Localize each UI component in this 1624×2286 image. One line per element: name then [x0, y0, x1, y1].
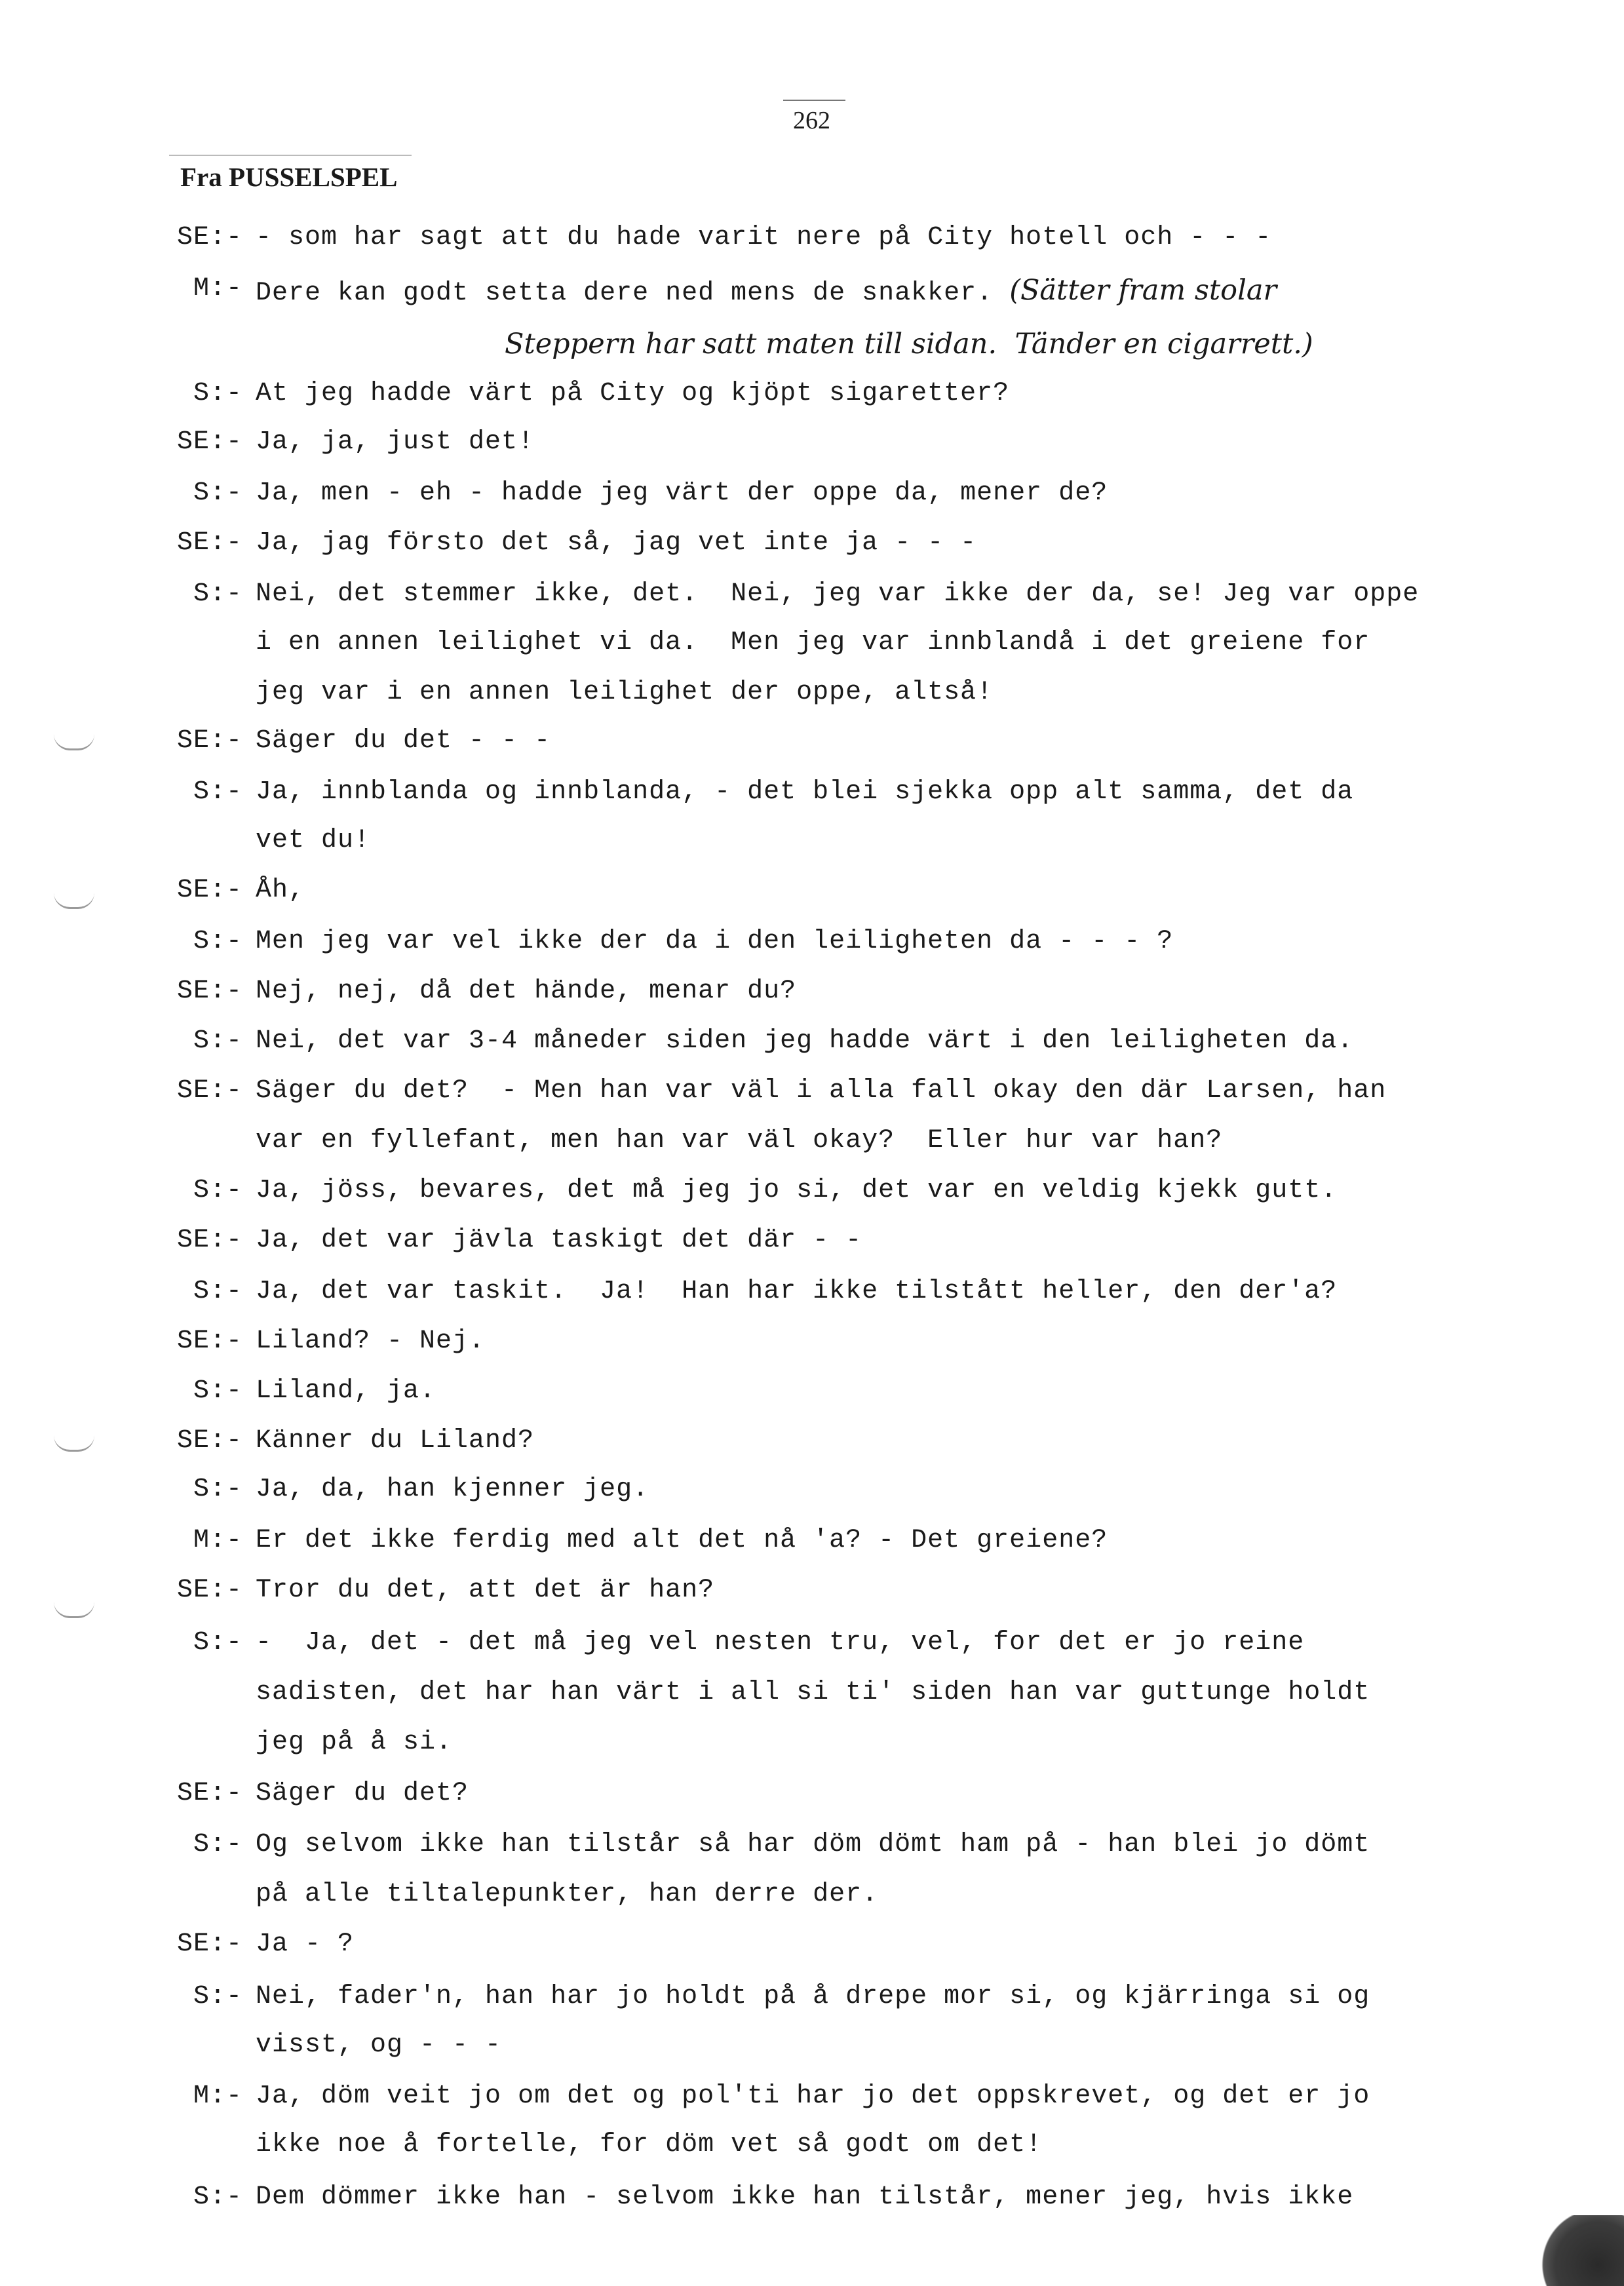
stage-direction: (Sätter fram stolar [1009, 274, 1277, 307]
dialogue-text: Ja, det var jävla taskigt det där - - [256, 1226, 862, 1255]
transcript-line [256, 1126, 1222, 1155]
dialogue-text: Dem dömmer ikke han - selvom ikke han tilstår, mener jeg, hvis ikke [256, 2182, 1354, 2212]
dialogue-text: på alle tiltalepunkter, han derre der. [256, 1880, 879, 1909]
transcript-line [256, 1576, 714, 1605]
transcript-line [256, 579, 1419, 609]
transcript-line [256, 726, 551, 756]
speaker-label: SE:- [176, 1779, 242, 1808]
speaker-label: SE:- [176, 1076, 242, 1106]
transcript-line [256, 427, 534, 457]
dialogue-text: Nej, nej, då det hände, menar du? [256, 977, 797, 1006]
speaker-label: SE:- [176, 1327, 242, 1356]
dialogue-text: jeg på å si. [256, 1728, 453, 1757]
transcript-line [256, 977, 796, 1006]
speaker-label: SE:- [176, 223, 242, 252]
dialogue-text: Känner du Liland? [256, 1426, 535, 1456]
dialogue-text: Liland? - Nej. [256, 1327, 486, 1356]
transcript-line [256, 1376, 436, 1406]
speaker-label: SE:- [176, 1226, 242, 1255]
speaker-label: S:- [193, 1830, 242, 1859]
speaker-label: SE:- [176, 977, 242, 1006]
transcript-line [256, 628, 1370, 657]
speaker-label: S:- [193, 379, 242, 408]
dialogue-text: At jeg hadde värt på City og kjöpt sigaretter? [256, 379, 1010, 408]
page-number: 262 [793, 107, 830, 134]
transcript-line [256, 1982, 1370, 2011]
transcript-line [256, 1880, 878, 1909]
transcript-line [256, 2182, 1353, 2212]
dialogue-text: visst, og - - - [256, 2030, 502, 2060]
transcript-line [256, 478, 1108, 508]
speaker-label: S:- [193, 1277, 242, 1306]
transcript-line [256, 528, 976, 558]
dialogue-text: Ja - ? [256, 1929, 355, 1959]
transcript-line [256, 223, 1271, 252]
speaker-label: S:- [193, 579, 242, 609]
dialogue-text: Nei, det stemmer ikke, det. Nei, jeg var ikke der da, se! Jeg var oppe [256, 579, 1420, 609]
dialogue-text: sadisten, det har han värt i all si ti' siden han var guttunge holdt [256, 1678, 1370, 1707]
transcript-line [256, 2130, 1042, 2160]
speaker-label: S:- [193, 1982, 242, 2011]
speaker-label: M:- [193, 274, 242, 303]
speaker-label: S:- [193, 1026, 242, 1056]
dialogue-text: ikke noe å fortelle, for döm vet så godt om det! [256, 2130, 1043, 2160]
speaker-label: SE:- [176, 726, 242, 756]
transcript-line [256, 1176, 1337, 1205]
dialogue-text: Säger du det? [256, 1779, 469, 1808]
transcript-line [256, 379, 1009, 408]
transcript-line [256, 1026, 1353, 1056]
transcript-line [505, 328, 1313, 362]
speaker-label: SE:- [176, 1576, 242, 1605]
dialogue-text: Dere kan godt setta dere ned mens de snakker. [256, 279, 1010, 308]
dialogue-text: jeg var i en annen leilighet der oppe, altså! [256, 678, 994, 707]
dialogue-text: Og selvom ikke han tilstår så har döm dömt ham på - han blei jo dömt [256, 1830, 1370, 1859]
dialogue-text: Ja, innblanda og innblanda, - det blei sjekka opp alt samma, det da [256, 777, 1354, 807]
transcript-line [256, 678, 993, 707]
dialogue-text: Ja, men - eh - hadde jeg värt der oppe da, mener de? [256, 478, 1108, 508]
transcript-line [256, 1226, 862, 1255]
transcript-line [256, 826, 370, 855]
speaker-label: S:- [193, 1628, 242, 1657]
transcript-line [256, 1830, 1370, 1859]
dialogue-text: Ja, da, han kjenner jeg. [256, 1475, 649, 1504]
transcript-line [256, 876, 305, 905]
transcript-line [256, 274, 1277, 308]
transcript-line [256, 777, 1353, 807]
transcript-line [256, 1779, 469, 1808]
dialogue-text: Ja, jag försto det så, jag vet inte ja - - - [256, 528, 977, 558]
dialogue-text: Ja, jöss, bevares, det må jeg jo si, det var en veldig kjekk gutt. [256, 1176, 1338, 1205]
speaker-label: SE:- [176, 1929, 242, 1959]
speaker-label: M:- [193, 2082, 242, 2111]
speaker-label: S:- [193, 478, 242, 508]
transcript-line [256, 2082, 1370, 2111]
dialogue-text: - Ja, det - det må jeg vel nesten tru, vel, for det er jo reine [256, 1628, 1305, 1657]
dialogue-text: Men jeg var vel ikke der da i den leiligheten da - - - ? [256, 927, 1174, 956]
dialogue-text: Liland, ja. [256, 1376, 436, 1406]
transcript-line [256, 1277, 1337, 1306]
dialogue-text: Åh, [256, 876, 305, 905]
dialogue-text: Ja, ja, just det! [256, 427, 535, 457]
transcript-line [256, 1327, 485, 1356]
transcript-line [256, 1728, 452, 1757]
dialogue-text: i en annen leilighet vi da. Men jeg var innblandå i det greiene for [256, 628, 1370, 657]
document-title: Fra PUSSELSPEL [180, 162, 398, 192]
dialogue-text: Säger du det? - Men han var väl i alla fall okay den där Larsen, han [256, 1076, 1387, 1106]
transcript-line [256, 1076, 1386, 1106]
dialogue-text: Säger du det - - - [256, 726, 551, 756]
transcript-line [256, 2030, 501, 2060]
dialogue-text: Nei, det var 3-4 måneder siden jeg hadde värt i den leiligheten da. [256, 1026, 1354, 1056]
transcript-line [256, 1678, 1370, 1707]
speaker-label: M:- [193, 1526, 242, 1555]
transcript-line [256, 1475, 649, 1504]
transcript-line [256, 1929, 354, 1959]
speaker-label: S:- [193, 1176, 242, 1205]
speaker-label: SE:- [176, 528, 242, 558]
stage-direction: Steppern har satt maten till sidan. Tänder en cigarrett.) [505, 328, 1313, 360]
dialogue-text: - som har sagt att du hade varit nere på City hotell och - - - [256, 223, 1272, 252]
speaker-label: S:- [193, 927, 242, 956]
transcript-line [256, 1426, 534, 1456]
transcript-line [256, 1526, 1108, 1555]
speaker-label: S:- [193, 2182, 242, 2212]
transcript-line [256, 1628, 1304, 1657]
speaker-label: S:- [193, 1475, 242, 1504]
dialogue-text: Ja, det var taskit. Ja! Han har ikke tilstått heller, den der'a? [256, 1277, 1338, 1306]
speaker-label: SE:- [176, 1426, 242, 1456]
dialogue-text: Tror du det, att det är han? [256, 1576, 715, 1605]
dialogue-text: Ja, döm veit jo om det og pol'ti har jo det oppskrevet, og det er jo [256, 2082, 1370, 2111]
speaker-label: S:- [193, 777, 242, 807]
dialogue-text: vet du! [256, 826, 371, 855]
speaker-label: SE:- [176, 876, 242, 905]
dialogue-text: Nei, fader'n, han har jo holdt på å drepe mor si, og kjärringa si og [256, 1982, 1370, 2011]
transcript-line [256, 927, 1173, 956]
dialogue-text: Er det ikke ferdig med alt det nå 'a? - Det greiene? [256, 1526, 1108, 1555]
speaker-label: SE:- [176, 427, 242, 457]
speaker-label: S:- [193, 1376, 242, 1406]
dialogue-text: var en fyllefant, men han var väl okay? Eller hur var han? [256, 1126, 1223, 1155]
